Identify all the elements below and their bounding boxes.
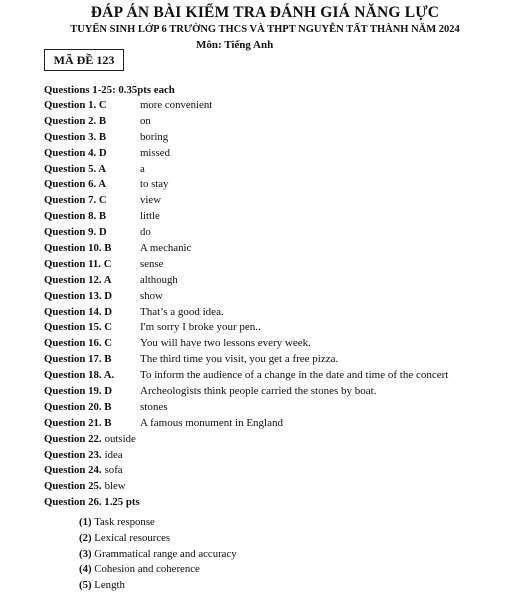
exam-code-box [44,49,124,71]
criteria-text: Lexical resources [94,531,171,544]
answer-text: stones [140,400,168,413]
question-label: Question 15. C [44,321,113,334]
criteria-text: Grammatical range and accuracy [94,547,237,560]
answer-row [44,384,524,400]
answer-text: blew [104,480,126,493]
criteria-number: (4) [79,563,92,576]
answer-row [44,463,524,479]
question-label: Question 24. [44,464,102,477]
answer-text: do [140,226,151,239]
answer-row [44,257,524,273]
question-label: Question 14. D [44,305,113,318]
answer-row [44,98,524,114]
question-label: Question 21. B [44,416,112,429]
answer-text: outside [104,432,136,445]
question-label: Question 11. C [44,257,112,270]
answer-row [44,416,524,432]
answer-text: show [140,289,163,302]
question-label: Question 6. A [44,178,107,191]
answer-text: little [140,210,160,223]
exam-code: MÃ ĐỀ 123 [53,52,115,67]
question-label: Question 20. B [44,400,112,413]
answer-row [44,400,524,416]
answer-row [44,146,524,162]
answer-row [44,162,524,178]
question-label: Question 7. C [44,194,107,207]
answer-row [44,177,524,193]
question-label: Question 22. [44,432,102,445]
answer-text: view [140,194,161,207]
answer-row [44,432,524,448]
answer-row [44,130,524,146]
answer-text: idea [104,448,123,461]
criteria-item [79,515,237,531]
answer-row [44,273,524,289]
answer-text: sofa [104,464,123,477]
answer-row [44,241,524,257]
answer-row [44,479,524,495]
answer-text: although [140,273,178,286]
subject-label: Môn: Tiếng Anh [196,39,274,51]
document-subtitle: TUYỂN SINH LỚP 6 TRƯỜNG THCS VÀ THPT NGUYỄN TẤT THÀNH NĂM 2024 [70,24,460,35]
question-label: Question 9. D [44,226,107,239]
answer-text: missed [140,146,170,159]
question-label: Question 3. B [44,130,107,143]
answer-text: Archeologists think people carried the stones by boat. [140,385,377,398]
answer-text: a [140,162,145,175]
section-1-heading: Questions 1-25: 0.35pts each [44,84,175,96]
question-label: Question 2. B [44,114,107,127]
criteria-number: (5) [79,579,92,592]
question-label: Question 12. A [44,273,112,286]
question-label: Question 23. [44,448,102,461]
answer-row [44,368,524,384]
criteria-number: (1) [79,516,92,528]
question-label: Question 1. C [44,99,107,111]
criteria-text: Cohesion and coherence [94,563,200,576]
answer-list [44,98,524,511]
answer-text: You will have two lessons every week. [140,337,311,350]
answer-text: I'm sorry I broke your pen.. [140,321,261,334]
answer-row [44,336,524,352]
criteria-text: Task response [94,516,155,528]
answer-text: boring [140,130,169,143]
answer-row [44,114,524,130]
question-label: Question 18. A. [44,369,115,382]
question-label: Question 13. D [44,289,113,302]
answer-text: A mechanic [140,242,192,255]
answer-row [44,448,524,464]
question-label: Question 4. D [44,146,107,159]
answer-text: To inform the audience of a change in the date and time of the concert [140,369,449,382]
question-label: Question 19. D [44,385,113,398]
answer-row [44,193,524,209]
question-label: Question 10. B [44,242,112,255]
criteria-item [79,562,237,578]
question-label: Question 5. A [44,162,107,175]
criteria-item [79,547,237,563]
criteria-list [79,515,237,594]
answer-text: A famous monument in England [140,416,283,429]
answer-text: to stay [140,178,169,191]
question-label: Question 8. B [44,210,107,223]
answer-row [44,289,524,305]
criteria-item [79,531,237,547]
question-label: Question 17. B [44,353,112,366]
answer-row [44,320,524,336]
criteria-number: (2) [79,531,92,544]
criteria-item [79,578,237,594]
answer-row [44,305,524,321]
document-title: ĐÁP ÁN BÀI KIỂM TRA ĐÁNH GIÁ NĂNG LỰC [90,4,440,21]
question-label: Question 25. [44,480,102,493]
answer-row [44,209,524,225]
answer-row [44,352,524,368]
answer-text: That’s a good idea. [140,305,224,318]
question-label: Question 16. C [44,337,113,350]
section-2-heading-text: Question 26. 1.25 pts [44,496,140,509]
answer-text: more convenient [140,99,213,111]
section-2-heading [44,495,524,511]
answer-row [44,225,524,241]
criteria-number: (3) [79,547,92,560]
answer-text: The third time you visit, you get a free pizza. [140,353,339,366]
answer-text: sense [140,257,164,270]
answer-text: on [140,114,151,127]
criteria-text: Length [94,579,125,592]
